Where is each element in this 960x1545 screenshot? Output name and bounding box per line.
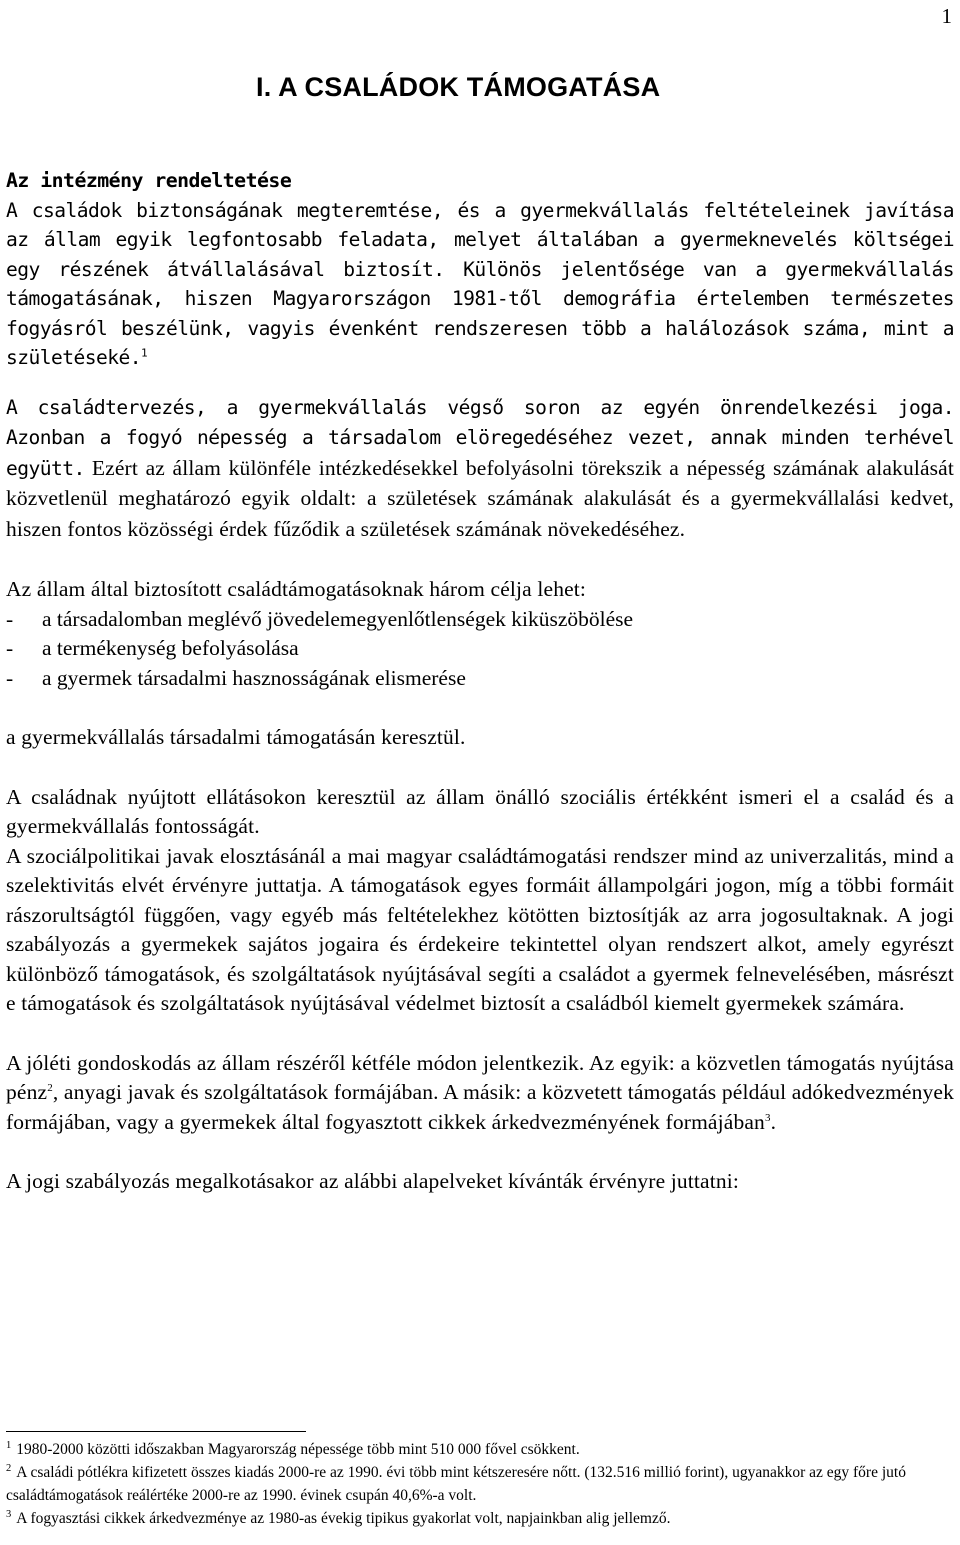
footnote xyxy=(6,1507,954,1530)
paragraph-goals-outro: a gyermekvállalás társadalmi támogatásán keresztül. xyxy=(6,725,466,749)
goal-item: - a társadalomban meglévő jövedelemegyenlőtlenségek kiküszöbölése xyxy=(6,605,954,635)
footnote xyxy=(6,1461,954,1507)
footnote-ref-3: 3 xyxy=(764,1111,771,1124)
footnote-text: A családi pótlékra kifizetett összes kiadás 2000-re az 1990. évi több mint kétszeresére nőtt. (132.516 millió forint), ugyanakkor az egy főre jutó családtámogatások reálértéke 2000-re az 1990. évinek csupán 40,6%-a volt. xyxy=(6,1464,906,1504)
paragraph-purpose-text: A családok biztonságának megteremtése, és a gyermekvállalás feltételeinek javítása az állam egyik legfontosabb feladata, melyet általában a gyermeknevelés költségei egy részének átvállalásával biztosít. Különös jelentősége van a gyermekvállalás támogatásának, hiszen Magyarországon 1981-től demográfia értelemben természetes fogyásról beszélünk, vagyis évenként rendszeresen több a halálozások száma, mint a születéseké. xyxy=(6,198,954,369)
paragraph-family-planning xyxy=(6,393,954,546)
paragraph-family-planning-text: A családtervezés, a gyermekvállalás végső soron az egyén önrendelkezési joga. Azonban a fogyó népesség a társadalom elöregedéséhez vezet, annak minden terhével együtt. xyxy=(6,395,954,480)
spacer xyxy=(6,373,954,393)
paragraph-family-benefits: A családnak nyújtott ellátásokon keresztül az állam önálló szociális értékként ismeri el a család és a gyermekvállalás fontosságát. xyxy=(6,784,954,838)
footnote-number: 3 xyxy=(6,1508,12,1520)
footnote-ref-1: 1 xyxy=(140,346,148,360)
paragraph-goals-intro: Az állam által biztosított családtámogatásoknak három célja lehet: xyxy=(6,577,587,601)
footnote-ref-2: 2 xyxy=(47,1081,53,1094)
paragraph-purpose xyxy=(6,196,954,373)
footnote xyxy=(6,1438,954,1461)
chapter-title: I. A CSALÁDOK TÁMOGATÁSA xyxy=(256,72,661,102)
goal-item: - a gyermek társadalmi hasznosságának elismerése xyxy=(6,664,954,694)
paragraph-welfare-care xyxy=(6,1049,954,1138)
spacer xyxy=(6,753,954,783)
page-number: 1 xyxy=(941,4,952,28)
paragraph-principles: A jogi szabályozás megalkotásakor az alábbi alapelveket kívánták érvényre juttatni: xyxy=(6,1169,740,1193)
paragraph-state-measures-text: Ezért az állam különféle intézkedésekkel befolyásolni törekszik a népesség számának alakulását közvetlenül meghatározó egyik oldalt: a születések számának alakulását és a gyermekvállalási kedvet, hiszen fontos közösségi érdek fűződik a születések számának növekedéséhez. xyxy=(6,455,954,541)
spacer xyxy=(6,1137,954,1167)
welfare-text-part1: A jóléti gondoskodás az állam részéről kétféle módon jelentkezik. Az egyik: a közvetlen támogatás nyújtása pénz xyxy=(6,1050,954,1104)
paragraph-social-policy: A szociálpolitikai javak elosztásánál a mai magyar családtámogatási rendszer mind az univerzalitás, mind a szelektivitás elvét érvényre juttatja. A támogatások egyes formáit állampolgári jogon, míg a többi formáit rászorultságtól függően, vagy egyéb más feltételekhez kötötten biztosítják az arra jogosultaknak. A jogi szabályozás a gyermekek sajátos jogaira és érdekeire tekintettel olyan rendszert alkot, amely egyrészt különböző támogatások, és szolgáltatások nyújtásával segíti a családot a gyermek felnevelésében, másrészt e támogatások és szolgáltatások nyújtásával védelmet biztosít a családból kiemelt gyermekek számára. xyxy=(6,843,954,1015)
goal-item: - a termékenység befolyásolása xyxy=(6,634,954,664)
footnote-number: 2 xyxy=(6,1462,12,1474)
footnote-text: 1980-2000 közötti időszakban Magyarország népessége több mint 510 000 fővel csökkent. xyxy=(16,1441,580,1458)
section-heading: Az intézmény rendeltetése xyxy=(6,169,292,192)
welfare-text-part3: . xyxy=(770,1109,777,1134)
footnotes xyxy=(6,1438,954,1530)
spacer xyxy=(6,545,954,575)
spacer xyxy=(6,693,954,723)
document-body xyxy=(6,166,954,1197)
spacer xyxy=(6,1019,954,1049)
welfare-text-part2: , anyagi javak és szolgáltatások formájában. A másik: a közvetett támogatás például adókedvezmények formájában, vagy a gyermekek által fogyasztott cikkek árkedvezményének formájában xyxy=(6,1080,954,1134)
goals-list xyxy=(6,605,954,694)
footnote-text: A fogyasztási cikkek árkedvezménye az 1980-as évekig tipikus gyakorlat volt, napjainkban alig jellemző. xyxy=(16,1510,671,1527)
footnote-divider xyxy=(6,1431,306,1432)
footnote-number: 1 xyxy=(6,1439,12,1451)
